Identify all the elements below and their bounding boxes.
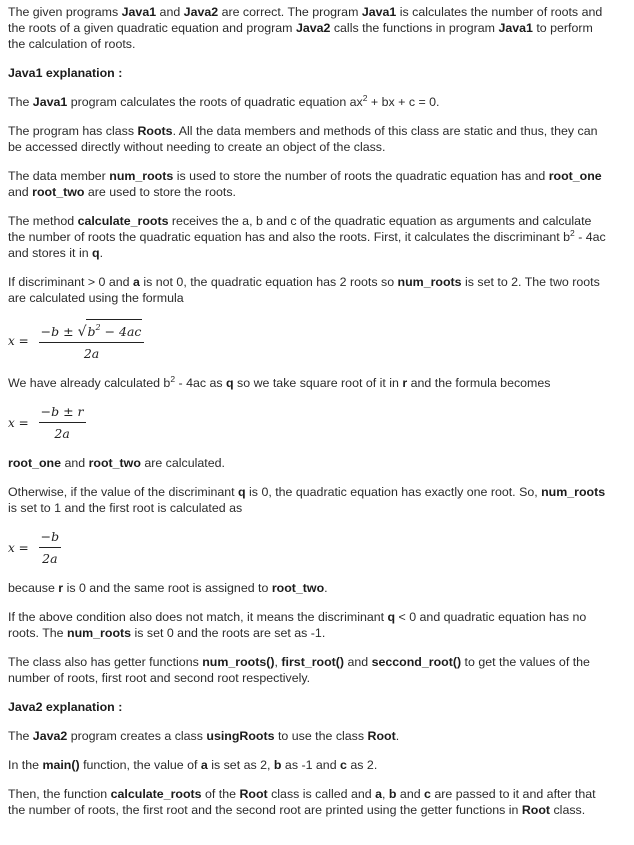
getters-paragraph: The class also has getter functions num_roots(), first_root() and seccond_root() to get the values of the number of roots, first root and second root respectively. (8, 655, 590, 685)
single-root-formula: x = $\frac{-b}{2a}$ (8, 529, 60, 566)
then-paragraph: Then, the function calculate_roots of the Root class is called and a, b and c are passed to it and after that the number of roots, the first root and the second root are printed using the getter functions in Root class. (8, 787, 596, 817)
discriminant-positive-paragraph: If discriminant > 0 and a is not 0, the quadratic equation has 2 roots so num_roots is set to 2. The two roots are calculated using the formula (8, 275, 600, 305)
no-roots-paragraph: If the above condition also does not match, it means the discriminant q < 0 and quadratic equation has no roots. The num_roots is set 0 and the roots are set as -1. (8, 610, 587, 640)
class-paragraph: The program has class Roots. All the data members and methods of this class are static and thus, they can be accessed directly without needing to create an object of the class. (8, 124, 598, 154)
method-paragraph: The method calculate_roots receives the a, b and c of the quadratic equation as arguments and calculate the number of roots the quadratic equation has and also the roots. First, it calculates the discriminant $b^2 - 4ac$ and stores it in q. (8, 214, 606, 260)
intro-paragraph: The given programs Java1 and Java2 are correct. The program Java1 is calculates the number of roots and the roots of a given quadratic equation and program Java2 calls the functions in program Java1 to perform the calculation of roots. (8, 5, 603, 51)
data-members-paragraph: The data member num_roots is used to store the number of roots the quadratic equation has and root_one and root_two are used to store the roots. (8, 169, 602, 199)
quadratic-equation-paragraph: The Java1 program calculates the roots of quadratic equation $ax^2$ + bx + c = 0. (8, 93, 440, 109)
main-function-paragraph: In the main() function, the value of a is set as 2, b as -1 and c as 2. (8, 758, 378, 772)
discriminant-zero-paragraph: Otherwise, if the value of the discriminant q is 0, the quadratic equation has exactly one root. So, num_roots is set to 1 and the first root is calculated as (8, 485, 606, 515)
java2-class-paragraph: The Java2 program creates a class usingRoots to use the class Root. (8, 729, 400, 743)
already-calculated-paragraph: We have already calculated $b^2 - 4ac$ as q so we take square root of it in r and the formula becomes (8, 374, 551, 390)
quadratic-formula: x = −b ± √ $b^2 - 4ac$ 2a (8, 319, 612, 362)
because-paragraph: because r is 0 and the same root is assigned to root_two. (8, 581, 328, 595)
java1-heading: Java1 explanation : (8, 66, 123, 80)
roots-calculated-paragraph: root_one and root_two are calculated. (8, 456, 225, 470)
java2-heading: Java2 explanation : (8, 700, 123, 714)
simplified-formula: x = $\frac{-b \pm r}{2a}$ (8, 404, 84, 441)
